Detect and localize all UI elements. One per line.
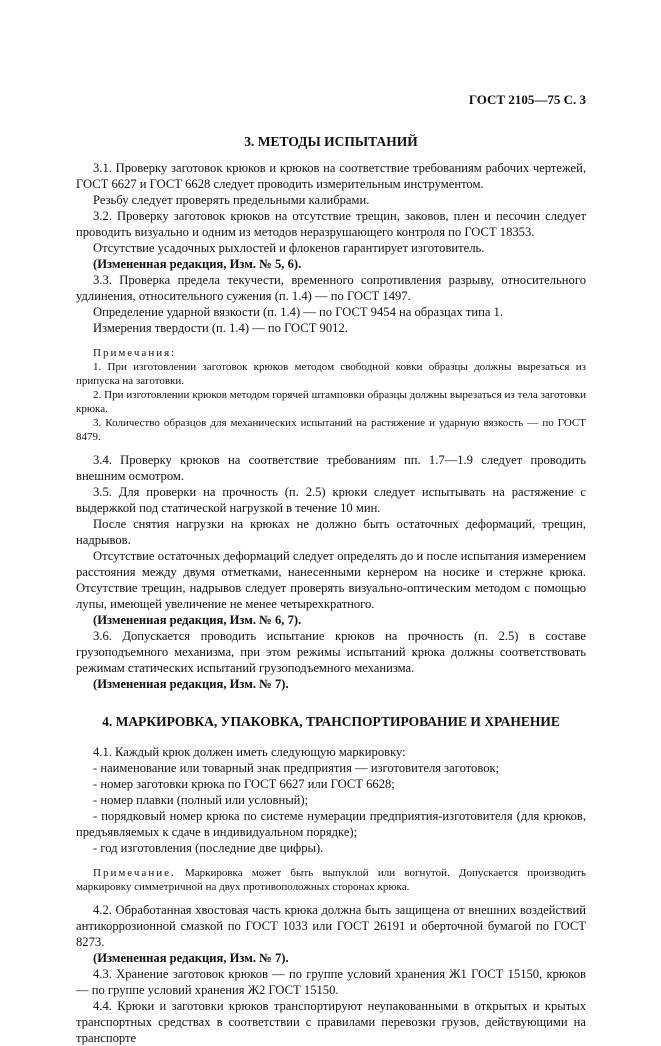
paragraph: 3.2. Проверку заготовок крюков на отсутствие трещин, заковов, плен и песочин следует проводить визуально и одним из методов неразрушающего контроля по ГОСТ 18353.	[76, 209, 586, 239]
section-4-title: 4. МАРКИРОВКА, УПАКОВКА, ТРАНСПОРТИРОВАНИЕ И ХРАНЕНИЕ	[102, 714, 560, 729]
paragraph: 3.5. Для проверки на прочность (п. 2.5) крюки следует испытывать на растяжение с выдержкой под статической нагрузкой в течение 10 мин.	[76, 485, 586, 515]
paragraph: 3.3. Проверка предела текучести, временного сопротивления разрыву, относительного удлинения, относительного сужения (п. 1.4) — по ГОСТ 1497.	[76, 273, 586, 303]
paragraph: Резьбу следует проверять предельными калибрами.	[93, 193, 370, 207]
note-item: 2. При изготовлении крюков методом горячей штамповки образцы должны вырезаться из тела заготовки крюка.	[76, 389, 586, 415]
notes-block	[76, 346, 586, 444]
paragraph: Определение ударной вязкости (п. 1.4) — по ГОСТ 9454 на образцах типа 1.	[93, 305, 504, 319]
note-item: 3. Количество образцов для механических испытаний на растяжение и ударную вязкость — по ГОСТ 8479.	[76, 417, 586, 443]
paragraph: 3.4. Проверку крюков на соответствие требованиям пп. 1.7—1.9 следует проводить внешним осмотром.	[76, 453, 586, 483]
note-block	[76, 866, 586, 894]
paragraph: 4.4. Крюки и заготовки крюков транспортируют неупакованными в открытых и крытых транспортных средствах в соответствии с правилами перевозки грузов, действующими на транспорте	[76, 999, 586, 1045]
note-text: Маркировка может быть выпуклой или вогнутой. Допускается производить маркировку симметричной на двух противоположных сторонах крюка.	[76, 867, 586, 893]
paragraph: 3.1. Проверку заготовок крюков и крюков на соответствие требованиям рабочих чертежей, ГОСТ 6627 и ГОСТ 6628 следует проводить измерительным инструментом.	[76, 161, 586, 191]
note-item: 1. При изготовлении заготовок крюков методом свободной ковки образцы должны вырезаться из припуска на заготовки.	[76, 361, 586, 387]
paragraph: Отсутствие остаточных деформаций следует определять до и после испытания измерением расстояния между двумя отметками, нанесенными кернером на носике и стержне крюка. Отсутствие трещин, надрывов следует проверять визуально-оптическим методом с помощью лупы, имеющей увеличение не менее четырехкратного.	[76, 549, 586, 611]
list-item: - год изготовления (последние две цифры).	[93, 841, 324, 855]
page-header: ГОСТ 2105—75 С. 3	[468, 92, 586, 107]
list-item: - номер заготовки крюка по ГОСТ 6627 или ГОСТ 6628;	[93, 777, 395, 791]
note-label: Примечание.	[93, 867, 176, 879]
paragraph: 4.2. Обработанная хвостовая часть крюка должна быть защищена от внешних воздействий антикоррозионной смазкой по ГОСТ 1033 или ГОСТ 26191 и оберточной бумагой по ГОСТ 8273.	[76, 903, 586, 949]
paragraph: 4.1. Каждый крюк должен иметь следующую маркировку:	[93, 745, 406, 759]
paragraph: Отсутствие усадочных рыхлостей и флокенов гарантирует изготовитель.	[93, 241, 485, 255]
revision-note: (Измененная редакция, Изм. № 6, 7).	[93, 613, 302, 627]
paragraph: 4.3. Хранение заготовок крюков — по группе условий хранения Ж1 ГОСТ 15150, крюков — по группе условий хранения Ж2 ГОСТ 15150.	[76, 967, 586, 997]
revision-note: (Измененная редакция, Изм. № 7).	[93, 677, 289, 691]
paragraph: Измерения твердости (п. 1.4) — по ГОСТ 9012.	[93, 321, 348, 335]
document-page	[76, 92, 586, 1046]
paragraph: 3.6. Допускается проводить испытание крюков на прочность (п. 2.5) в составе грузоподъемного механизма, при этом режимы испытаний крюка должны соответствовать режимам статических испытаний грузоподъемного механизма.	[76, 629, 586, 675]
list-item: - порядковый номер крюка по системе нумерации предприятия-изготовителя (для крюков, предъявляемых к сдаче в индивидуальном порядке);	[76, 809, 586, 839]
paragraph: После снятия нагрузки на крюках не должно быть остаточных деформаций, трещин, надрывов.	[76, 517, 586, 547]
notes-title: Примечания:	[93, 347, 177, 359]
revision-note: (Измененная редакция, Изм. № 7).	[93, 951, 289, 965]
revision-note: (Измененная редакция, Изм. № 5, 6).	[93, 257, 302, 271]
section-3-title: 3. МЕТОДЫ ИСПЫТАНИЙ	[244, 134, 418, 149]
list-item: - номер плавки (полный или условный);	[93, 793, 309, 807]
list-item: - наименование или товарный знак предприятия — изготовителя заготовок;	[93, 761, 500, 775]
